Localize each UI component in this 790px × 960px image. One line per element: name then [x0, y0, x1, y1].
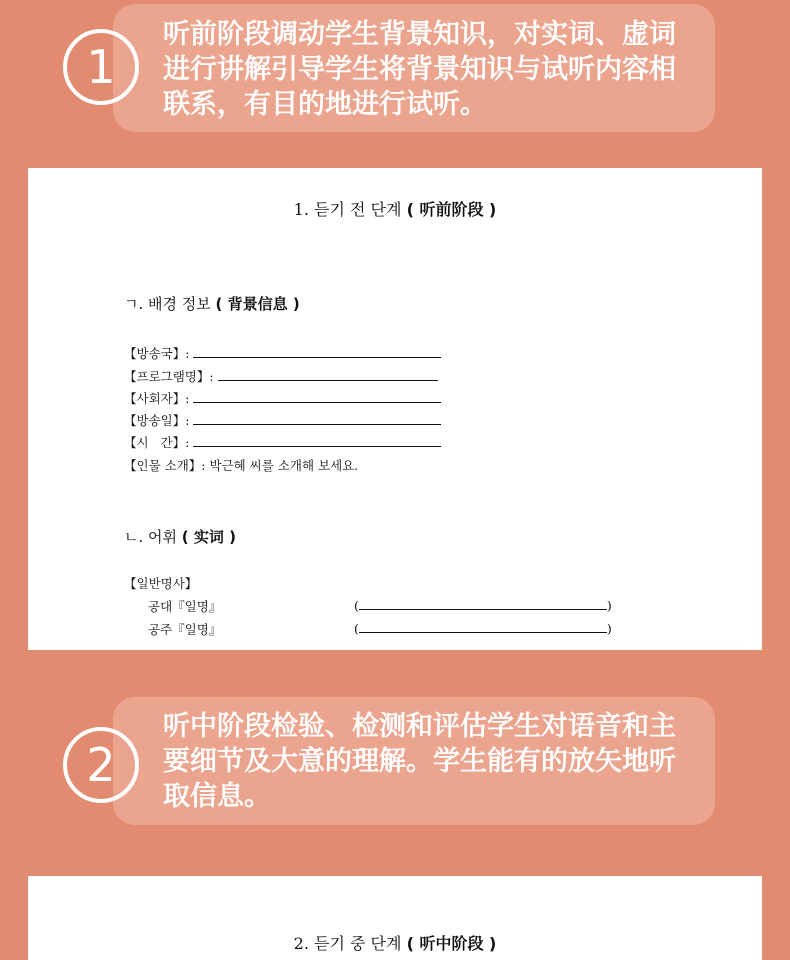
field-label: 【사회자】: [124, 391, 190, 406]
paren-close: ) [606, 621, 612, 636]
answer-line [359, 620, 607, 633]
step-1-number-badge: 1 [63, 29, 139, 105]
worksheet-pre-listening [28, 168, 762, 650]
vocab-item: 공주『일명』 [148, 622, 222, 637]
answer-line [193, 390, 441, 403]
field-label: 【방송일】: [124, 413, 190, 428]
field-person-intro [124, 456, 358, 474]
worksheet-2-title-zh: ( 听中阶段 ) [406, 934, 497, 953]
section-background-info [124, 293, 300, 314]
answer-line [193, 412, 441, 425]
step-2-number-badge: 2 [63, 727, 139, 803]
step-2-description: 听中阶段检验、检测和评估学生对语音和主要细节及大意的理解。学生能有的放矢地听取信息。 [163, 711, 676, 812]
section-a-label: ㄱ. 배경 정보 [124, 295, 211, 313]
worksheet-1-title-zh: ( 听前阶段 ) [406, 200, 497, 219]
field-label: 【인물 소개】: [124, 458, 206, 473]
vocab-answer-blank [354, 597, 612, 613]
field-label: 【프로그램명】: [124, 369, 214, 384]
answer-line [359, 597, 607, 610]
field-time [124, 433, 441, 451]
vocab-answer-blank [354, 620, 612, 636]
answer-line [218, 368, 438, 381]
vocab-item: 공대『일명』 [148, 599, 222, 614]
worksheet-1-title-ko: 1. 듣기 전 단계 [293, 200, 402, 219]
vocab-category: 【일반명사】 [124, 576, 198, 591]
section-a-label-zh: ( 背景信息 ) [215, 295, 300, 313]
worksheet-2-title [28, 931, 762, 954]
worksheet-1-title [28, 197, 762, 220]
answer-line [193, 345, 441, 358]
intro-prompt: 박근혜 씨를 소개해 보세요. [209, 458, 359, 473]
field-broadcaster [124, 344, 441, 362]
field-label: 【시 간】: [124, 435, 190, 450]
step-1-callout [86, 4, 715, 132]
worksheet-while-listening [28, 876, 762, 960]
step-2-callout [86, 697, 715, 825]
section-vocabulary [124, 526, 236, 547]
step-1-description: 听前阶段调动学生背景知识，对实词、虚词进行讲解引导学生将背景知识与试听内容相联系，有目的地进行试听。 [163, 19, 676, 120]
field-program-name [124, 367, 438, 385]
field-label: 【방송국】: [124, 346, 190, 361]
paren-open: ( [354, 621, 359, 636]
worksheet-2-title-ko: 2. 듣기 중 단계 [293, 934, 402, 953]
answer-line [193, 434, 441, 447]
section-b-label-zh: ( 实词 ) [181, 528, 236, 546]
field-air-date [124, 411, 441, 429]
section-b-label: ㄴ. 어휘 [124, 528, 178, 546]
paren-open: ( [354, 598, 359, 613]
paren-close: ) [606, 598, 612, 613]
field-host [124, 389, 441, 407]
